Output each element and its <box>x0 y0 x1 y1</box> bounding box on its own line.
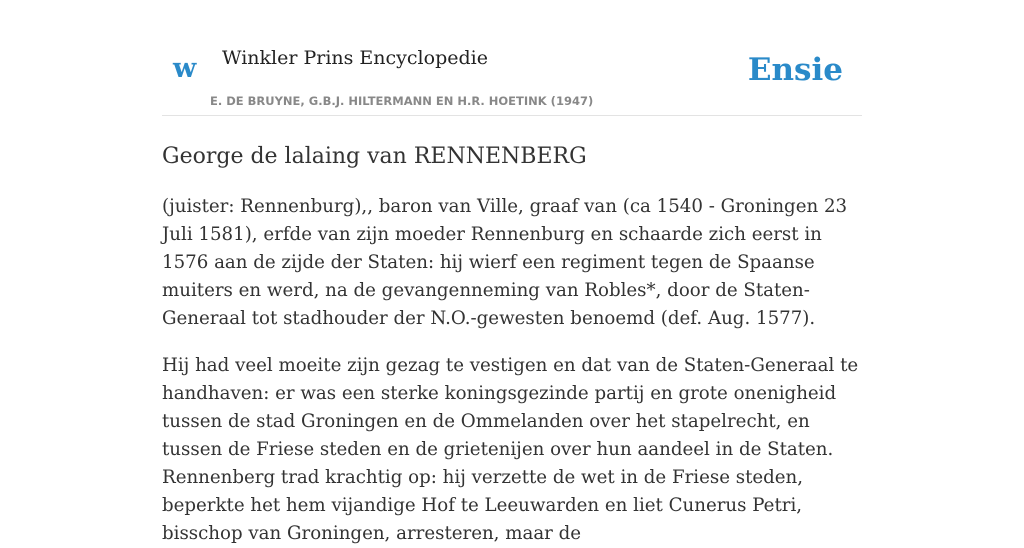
site-header <box>162 0 862 116</box>
brand-logo[interactable]: Ensie <box>747 52 843 88</box>
site-logo[interactable]: w <box>173 53 197 84</box>
page <box>162 0 862 544</box>
site-title[interactable]: Winkler Prins Encyclopedie <box>222 47 488 69</box>
entry-body <box>162 193 862 548</box>
entry-title: George de lalaing van RENNENBERG <box>162 144 587 169</box>
authors-line: E. DE BRUYNE, G.B.J. HILTERMANN EN H.R. HOETINK (1947) <box>210 94 594 108</box>
paragraph-1: (juister: Rennenburg),, baron van Ville, graaf van (ca 1540 - Groningen 23 Juli 1581), erfde van zijn moeder Rennenburg en schaarde zich eerst in 1576 aan de zijde der Staten: hij wierf een regiment tegen de Spaanse muiters en werd, na de gevangenneming van Robles*, door de Staten-Generaal tot stadhouder der N.O.-gewesten benoemd (def. Aug. 1577). <box>162 196 848 329</box>
paragraph-2: Hij had veel moeite zijn gezag te vestigen en dat van de Staten-Generaal te handhaven: er was een sterke koningsgezinde partij en grote onenigheid tussen de stad Groningen en de Ommelanden over het stapelrecht, en tussen de Friese steden en de grietenijen over hun aandeel in de Staten. Rennenberg trad krachtig op: hij verzette de wet in de Friese steden, beperkte het hem vijandige Hof te Leeuwarden en liet Cunerus Petri, bisschop van Groningen, arresteren, maar de <box>162 355 859 544</box>
